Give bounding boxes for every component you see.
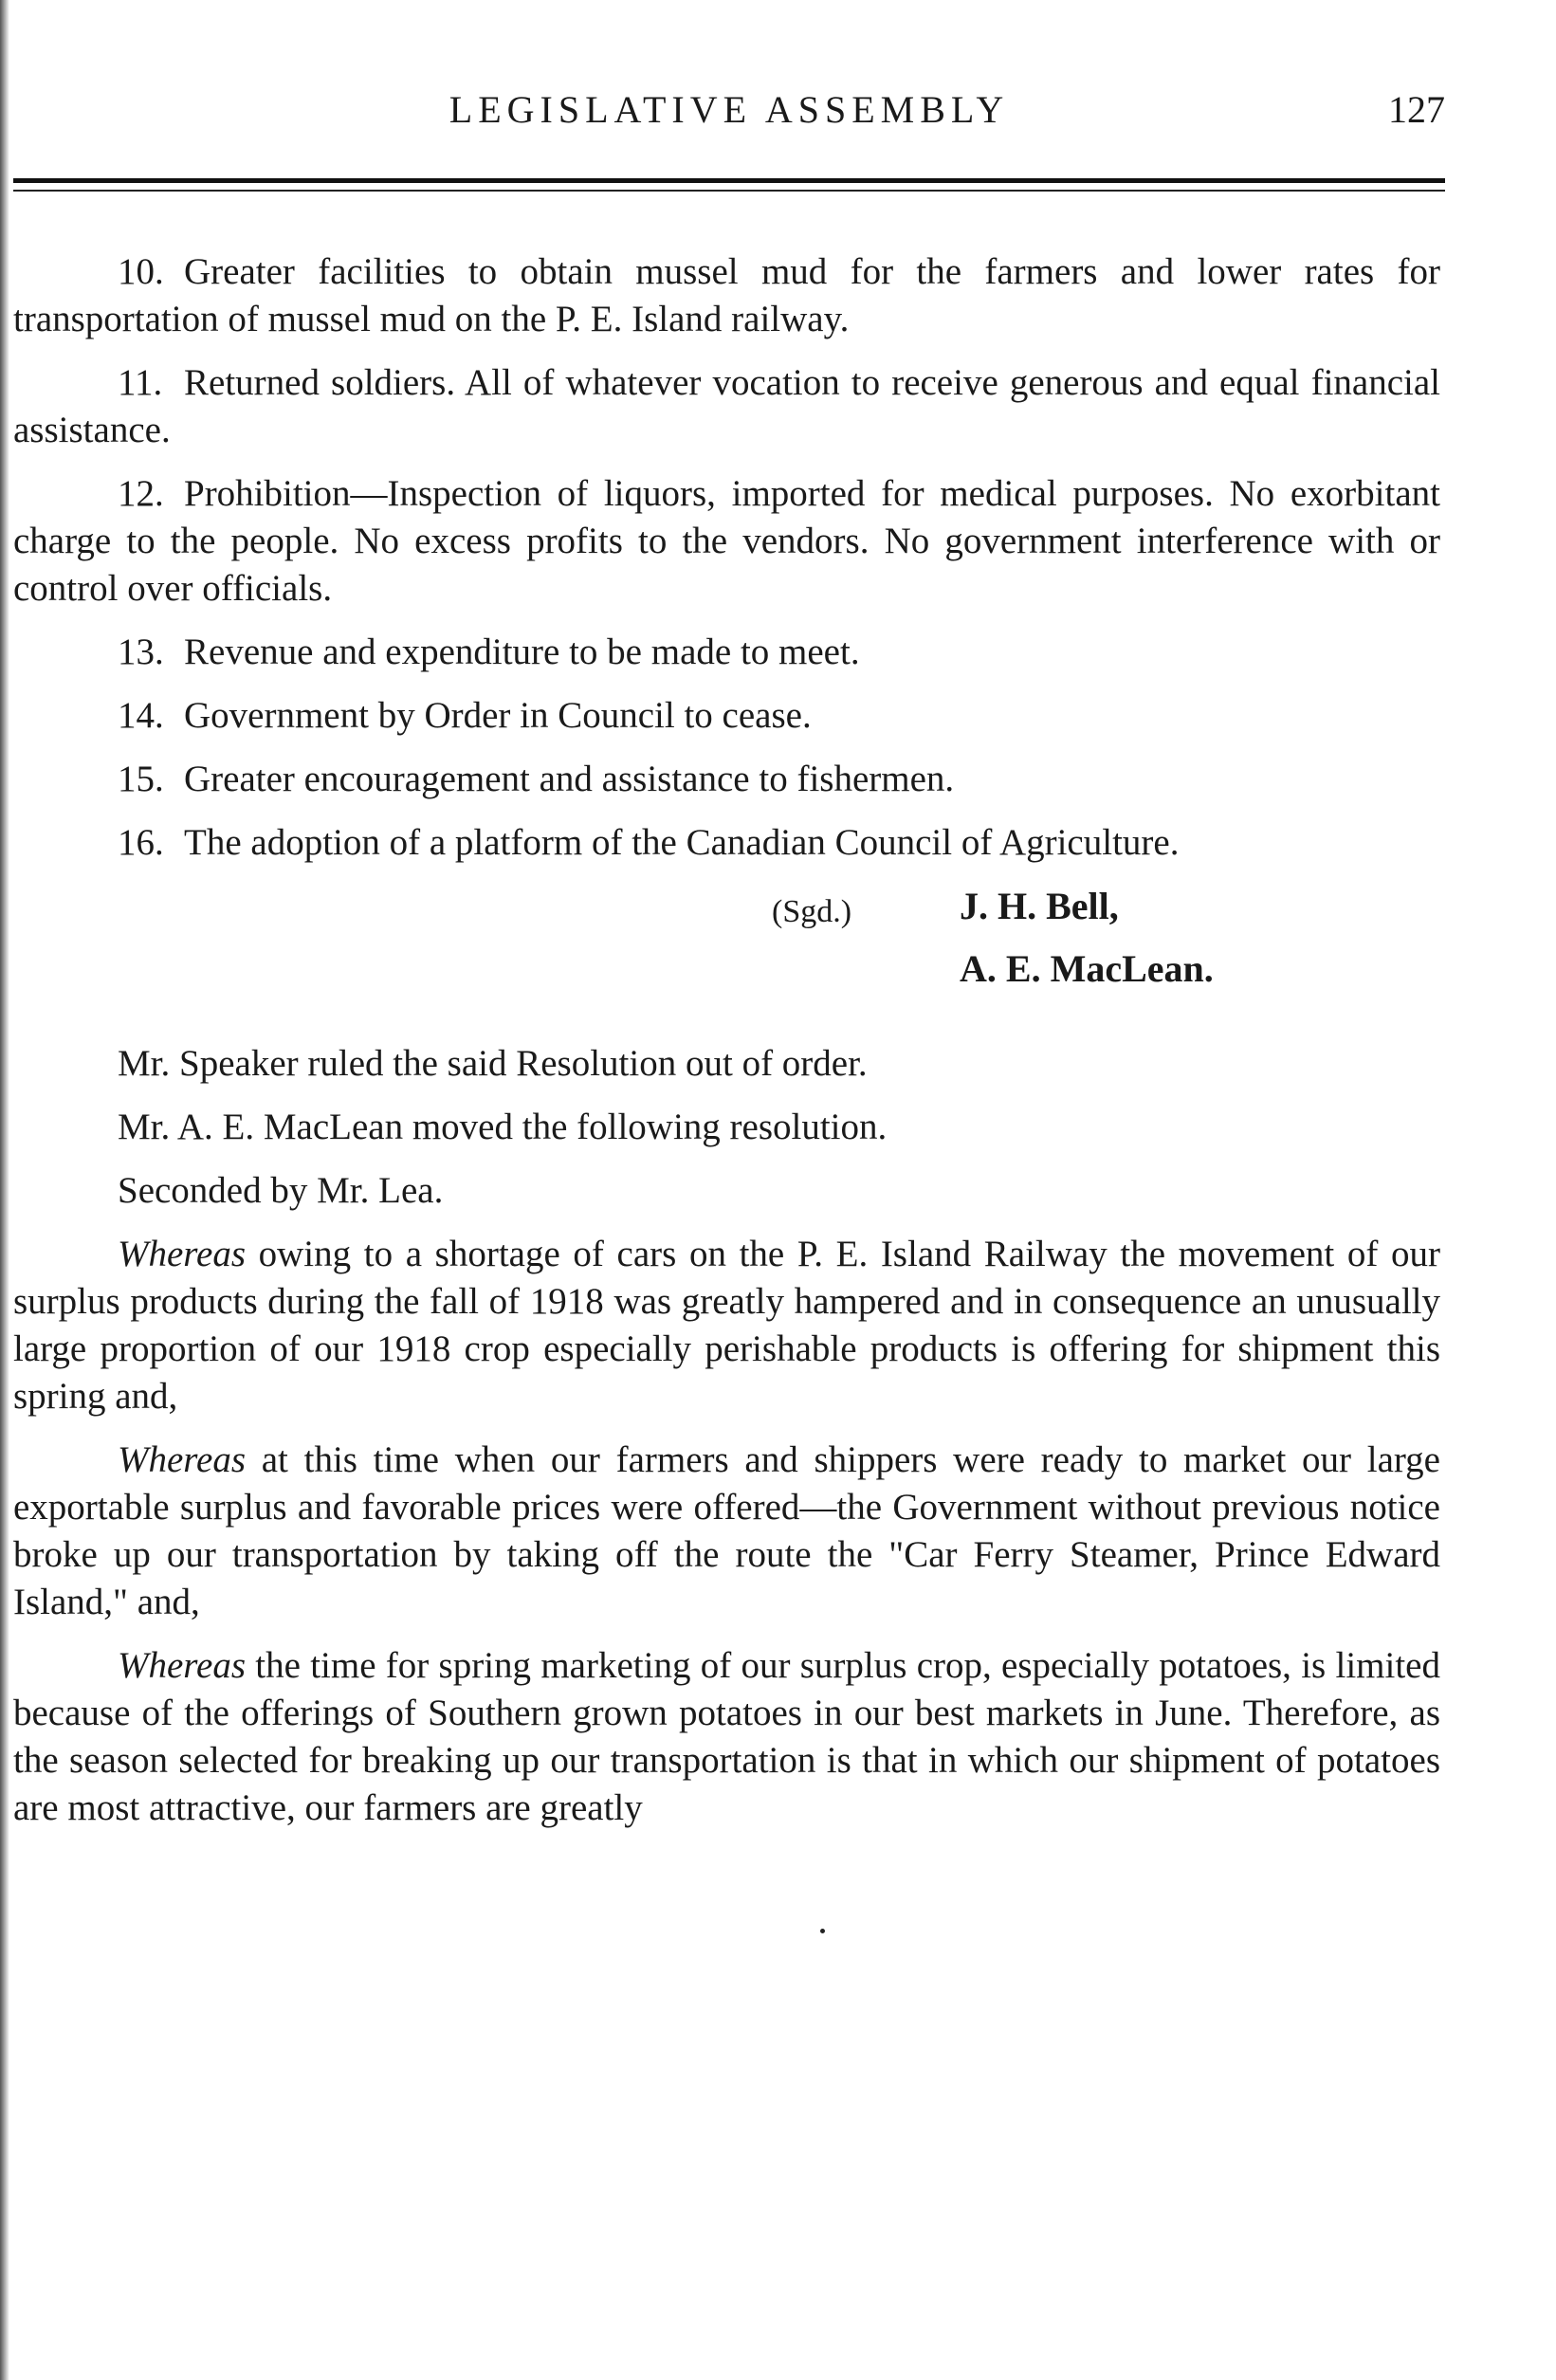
whereas-text: the time for spring marketing of our surplus crop, especially potatoes, is limited because of the offerings of Southern grown potatoes in our best markets in June. Therefore, as the season selected for breaking up our transportation is that in which our shipment of potatoes are most attractive, our farmers are greatly: [13, 1645, 1440, 1828]
signature-name-bell: J. H. Bell,: [960, 885, 1119, 927]
header-rule-thick: [13, 178, 1445, 183]
item-number: 11.: [118, 362, 163, 403]
whereas-text: owing to a shortage of cars on the P. E. Island Railway the movement of our surplus products during the fall of 1918 was greatly hampered and in consequence an unusually large proportion of our 1918 crop especially perishable products is offering for shipment this spring and,: [13, 1234, 1440, 1417]
list-item: [13, 248, 1440, 343]
whereas-lead: Whereas: [118, 1234, 247, 1274]
item-text: Prohibition—Inspection of liquors, imported for medical purposes. No exorbitant charge to the people. No excess profits to the vendors. No government interference with or control over officials.: [13, 473, 1440, 609]
list-item: [13, 629, 1440, 676]
signature-label: (Sgd.): [772, 894, 852, 929]
page-gutter-shadow: [0, 0, 9, 2380]
item-text: Returned soldiers. All of whatever vocation to receive generous and equal financial assistance.: [13, 362, 1440, 450]
list-item: [13, 470, 1440, 613]
print-speck: [820, 1929, 825, 1933]
item-text: Revenue and expenditure to be made to meet.: [184, 632, 860, 672]
running-title: LEGISLATIVE ASSEMBLY: [448, 88, 1010, 131]
item-number: 15.: [118, 759, 164, 799]
whereas-lead: Whereas: [118, 1645, 247, 1686]
list-item: [13, 819, 1440, 867]
item-text: Greater encouragement and assistance to fishermen.: [184, 759, 955, 799]
whereas-clause: [13, 1642, 1440, 1832]
page-number: 127: [1388, 88, 1445, 131]
list-item: [13, 359, 1440, 454]
signature-block: [13, 883, 1440, 1008]
body-text: [13, 248, 1440, 1848]
item-text: The adoption of a platform of the Canadian Council of Agriculture.: [184, 822, 1180, 863]
motion-statement: Mr. A. E. MacLean moved the following resolution.: [118, 1107, 888, 1147]
item-number: 16.: [118, 822, 164, 863]
speaker-ruling: Mr. Speaker ruled the said Resolution out of order.: [118, 1043, 868, 1084]
item-number: 14.: [118, 695, 164, 736]
whereas-clause: [13, 1231, 1440, 1420]
whereas-lead: Whereas: [118, 1439, 247, 1480]
whereas-text: at this time when our farmers and shippers were ready to market our large exportable surplus and favorable prices were offered—the Government without previous notice broke up our transportation by taking off the route the "Car Ferry Steamer, Prince Edward Island," and,: [13, 1439, 1440, 1622]
item-text: Government by Order in Council to cease.: [184, 695, 812, 736]
header-rule-thin: [13, 190, 1445, 192]
item-number: 13.: [118, 632, 164, 672]
seconded-statement: Seconded by Mr. Lea.: [118, 1170, 444, 1211]
item-number: 12.: [118, 473, 164, 514]
list-item: [13, 756, 1440, 803]
whereas-clause: [13, 1437, 1440, 1626]
item-number: 10.: [118, 251, 164, 292]
list-item: [13, 692, 1440, 740]
running-head: [13, 87, 1445, 144]
item-text: Greater facilities to obtain mussel mud for the farmers and lower rates for transportation of mussel mud on the P. E. Island railway.: [13, 251, 1440, 339]
signature-name-maclean: A. E. MacLean.: [960, 947, 1214, 990]
